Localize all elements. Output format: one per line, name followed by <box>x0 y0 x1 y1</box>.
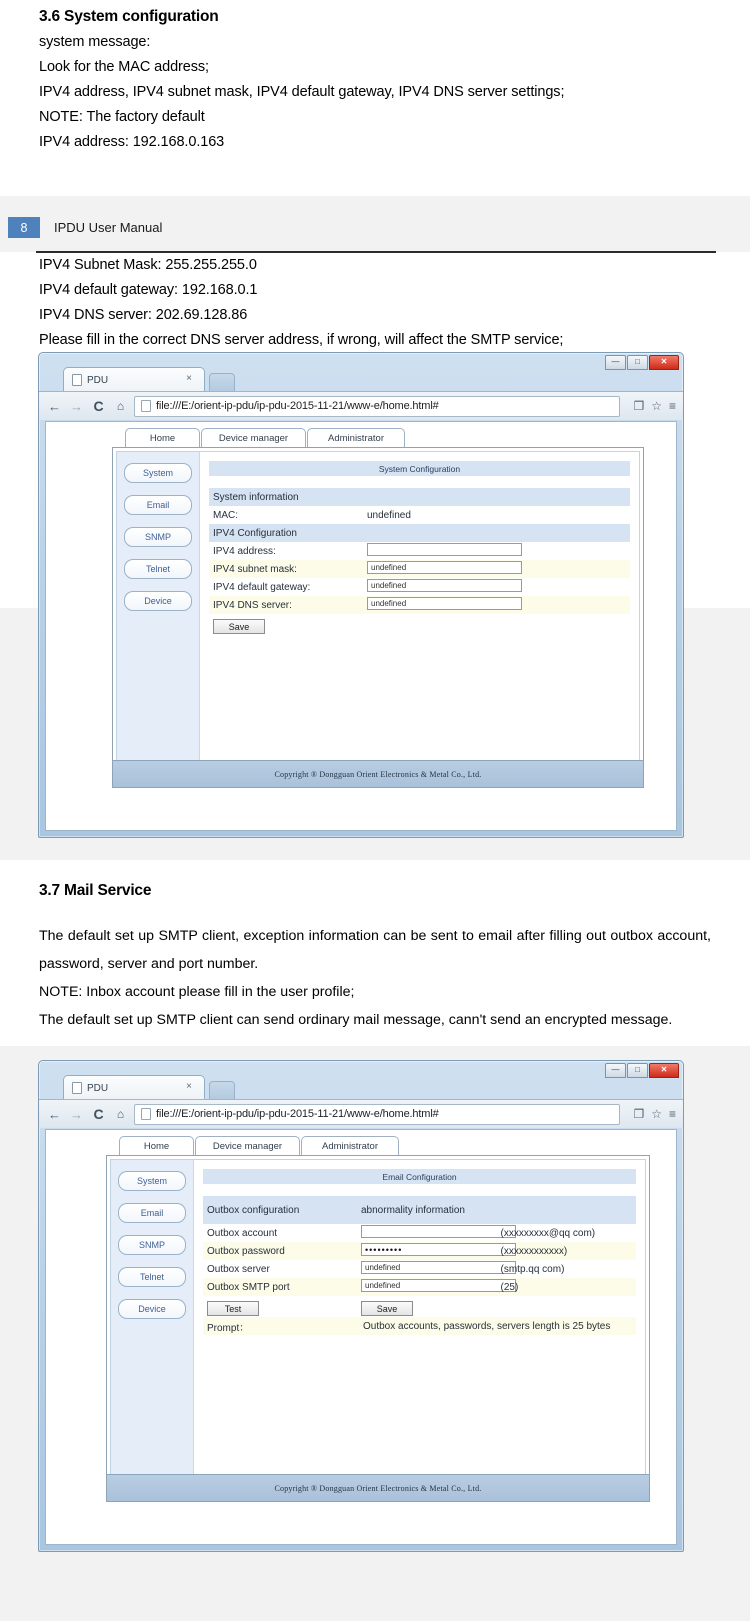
bookmarks-icon[interactable]: ❐ <box>633 399 645 413</box>
close-icon[interactable]: ✕ <box>649 1063 679 1078</box>
row-value <box>363 524 630 542</box>
sidebar-item-email[interactable]: Email <box>124 495 192 515</box>
table-row <box>203 1242 636 1260</box>
app-tab-administrator[interactable]: Administrator <box>307 428 405 449</box>
table-row <box>209 542 630 560</box>
document-icon <box>141 400 151 412</box>
app-footer <box>107 1474 649 1501</box>
row-label: MAC: <box>213 509 238 521</box>
table-row <box>209 524 630 542</box>
system-config-main <box>200 452 639 783</box>
prompt-text: Outbox accounts, passwords, servers length is 25 bytes <box>357 1317 636 1335</box>
row-label: Outbox password <box>203 1242 357 1260</box>
row-label: IPV4 address: <box>213 545 276 557</box>
url-text: file:///E:/orient-ip-pdu/ip-pdu-2015-11-21/www-e/home.html# <box>156 1108 439 1120</box>
save-button[interactable]: Save <box>361 1301 413 1316</box>
app-sidebar <box>117 452 200 783</box>
section-3-6-line-3: NOTE: The factory default <box>39 109 205 125</box>
home-icon[interactable]: ⌂ <box>116 1107 125 1121</box>
maximize-icon[interactable]: □ <box>627 1063 648 1078</box>
toolbar-actions <box>626 399 676 413</box>
bookmarks-icon[interactable]: ❐ <box>633 1107 645 1121</box>
row-label: IPV4 Configuration <box>209 524 363 542</box>
prompt-label: Prompt： <box>203 1317 357 1335</box>
app-sidebar <box>111 1160 194 1497</box>
menu-icon[interactable]: ≡ <box>668 399 676 413</box>
section-3-7-paragraph-2: The default set up SMTP client can send ordinary mail message, cann't send an encrypted message. <box>39 1012 673 1028</box>
sidebar-item-snmp[interactable]: SNMP <box>118 1235 186 1255</box>
outbox-server-hint: (smtp.qq com) <box>500 1263 565 1275</box>
section-3-6-line-4: IPV4 address: 192.168.0.163 <box>39 134 225 150</box>
reload-icon[interactable]: C <box>93 398 104 414</box>
pdu-web-app <box>46 1130 676 1544</box>
outbox-smtp-port-input[interactable]: undefined <box>361 1279 516 1292</box>
section-3-7 <box>39 882 711 1034</box>
table-row <box>209 578 630 596</box>
minimize-icon[interactable]: — <box>605 1063 626 1078</box>
browser-toolbar <box>39 1099 683 1128</box>
row-label: Outbox server <box>207 1263 270 1275</box>
mac-value: undefined <box>367 509 411 521</box>
section-3-6-line-1: Look for the MAC address; <box>39 59 209 75</box>
outbox-account-hint: (xxxxxxxxx@qq com) <box>500 1227 596 1239</box>
minimize-icon[interactable]: — <box>605 355 626 370</box>
table-row <box>209 506 630 524</box>
url-text: file:///E:/orient-ip-pdu/ip-pdu-2015-11-21/www-e/home.html# <box>156 400 439 412</box>
tab-close-icon[interactable]: × <box>186 373 192 384</box>
app-footer <box>113 760 643 787</box>
ipv4-subnet-mask-input[interactable]: undefined <box>367 561 522 574</box>
row-label: Outbox SMTP port <box>203 1278 357 1296</box>
table-row <box>203 1224 636 1242</box>
pdu-web-app <box>46 422 676 830</box>
row-label: IPV4 subnet mask: <box>209 560 363 578</box>
app-tab-administrator[interactable]: Administrator <box>301 1136 399 1157</box>
section-3-6-heading: 3.6 System configuration <box>39 8 219 25</box>
sidebar-item-device[interactable]: Device <box>118 1299 186 1319</box>
table-row <box>203 1196 636 1224</box>
maximize-icon[interactable]: □ <box>627 355 648 370</box>
ipv4-line-1: IPV4 default gateway: 192.168.0.1 <box>39 282 258 298</box>
table-row <box>203 1278 636 1296</box>
sidebar-item-telnet[interactable]: Telnet <box>124 559 192 579</box>
forward-icon[interactable]: → <box>70 398 83 414</box>
browser-toolbar <box>39 391 683 420</box>
tab-close-icon[interactable]: × <box>186 1081 192 1092</box>
app-tab-device-manager[interactable]: Device manager <box>195 1136 300 1157</box>
section-3-6-line-2: IPV4 address, IPV4 subnet mask, IPV4 default gateway, IPV4 DNS server settings; <box>39 84 565 100</box>
star-icon[interactable]: ☆ <box>651 399 662 413</box>
app-content-inner <box>116 451 640 784</box>
reload-icon[interactable]: C <box>93 1106 104 1122</box>
browser-viewport <box>45 421 677 831</box>
sidebar-item-email[interactable]: Email <box>118 1203 186 1223</box>
document-icon <box>141 1108 151 1120</box>
outbox-configuration-value: abnormality information <box>357 1196 636 1224</box>
page-icon <box>72 374 82 386</box>
section-3-6 <box>39 8 719 155</box>
outbox-server-input[interactable]: undefined <box>361 1261 516 1274</box>
app-tab-bar <box>46 1136 676 1156</box>
email-config-panel-title: Email Configuration <box>203 1169 636 1184</box>
back-icon[interactable]: ← <box>48 1106 61 1122</box>
browser-tab[interactable] <box>63 367 205 392</box>
app-tab-bar <box>46 428 676 448</box>
sidebar-item-system[interactable]: System <box>124 463 192 483</box>
address-bar[interactable] <box>134 1104 620 1125</box>
home-icon[interactable]: ⌂ <box>116 399 125 413</box>
ipv4-line-0: IPV4 Subnet Mask: 255.255.255.0 <box>39 257 257 273</box>
outbox-password-input[interactable]: ••••••••• <box>361 1243 516 1256</box>
app-content-shell <box>106 1155 650 1502</box>
outbox-configuration-label: Outbox configuration <box>203 1196 357 1224</box>
app-content-inner <box>110 1159 646 1498</box>
table-row <box>209 614 630 635</box>
table-row <box>203 1260 636 1278</box>
system-config-table <box>209 488 630 635</box>
app-tab-device-manager[interactable]: Device manager <box>201 428 306 449</box>
close-icon[interactable]: ✕ <box>649 355 679 370</box>
row-label: IPV4 DNS server: <box>209 596 363 614</box>
ipv4-line-2: IPV4 DNS server: 202.69.128.86 <box>39 307 248 323</box>
section-3-6-line-0: system message: <box>39 34 151 50</box>
menu-icon[interactable]: ≡ <box>668 1107 676 1121</box>
outbox-smtp-port-hint: (25) <box>497 1278 637 1296</box>
section-3-7-heading: 3.7 Mail Service <box>39 882 152 899</box>
browser-tab-title: PDU <box>87 374 109 386</box>
section-3-7-paragraph-0: The default set up SMTP client, exception information can be sent to email after filling out outbox account, password, server and port number. <box>39 928 711 972</box>
section-3-7-paragraph-1: NOTE: Inbox account please fill in the user profile; <box>39 984 355 1000</box>
app-tab-home[interactable]: Home <box>119 1136 194 1157</box>
email-config-table <box>203 1196 636 1335</box>
table-row <box>209 596 630 614</box>
row-label: IPV4 default gateway: <box>213 581 311 593</box>
browser-tab-title: PDU <box>87 1082 109 1094</box>
ipv4-dns-input[interactable]: undefined <box>367 597 522 610</box>
address-bar[interactable] <box>134 396 620 417</box>
table-row <box>209 560 630 578</box>
browser-window-email-config <box>38 1060 684 1552</box>
copyright-text: Copyright ® Dongguan Orient Electronics & Metal Co., Ltd. <box>274 769 482 779</box>
ipv4-gateway-input[interactable]: undefined <box>367 579 522 592</box>
toolbar-actions <box>626 1107 676 1121</box>
ipv4-line-3: Please fill in the correct DNS server address, if wrong, will affect the SMTP service; <box>39 332 564 348</box>
sidebar-item-device[interactable]: Device <box>124 591 192 611</box>
ipv4-address-input[interactable] <box>367 543 522 556</box>
app-tab-home[interactable]: Home <box>125 428 200 449</box>
app-content-shell <box>112 447 644 788</box>
outbox-account-input[interactable] <box>361 1225 516 1238</box>
sidebar-item-snmp[interactable]: SNMP <box>124 527 192 547</box>
sidebar-item-system[interactable]: System <box>118 1171 186 1191</box>
row-label: System information <box>209 488 363 506</box>
copyright-text: Copyright ® Dongguan Orient Electronics & Metal Co., Ltd. <box>274 1483 482 1493</box>
browser-tabstrip <box>39 367 683 391</box>
browser-tab[interactable] <box>63 1075 205 1100</box>
browser-window-system-config <box>38 352 684 838</box>
table-row <box>203 1296 636 1317</box>
page-icon <box>72 1082 82 1094</box>
manual-title: IPDU User Manual <box>54 220 163 235</box>
section-ipv4-defaults <box>39 253 729 353</box>
outbox-password-hint: (xxxxxxxxxxxx) <box>497 1242 637 1260</box>
system-config-panel-title: System Configuration <box>209 461 630 476</box>
new-tab-button[interactable] <box>209 373 235 393</box>
row-label: Outbox account <box>207 1227 278 1239</box>
browser-viewport <box>45 1129 677 1545</box>
sidebar-item-telnet[interactable]: Telnet <box>118 1267 186 1287</box>
star-icon[interactable]: ☆ <box>651 1107 662 1121</box>
row-value <box>363 488 630 506</box>
browser-tabstrip <box>39 1075 683 1099</box>
forward-icon[interactable]: → <box>70 1106 83 1122</box>
table-row <box>203 1317 636 1335</box>
new-tab-button[interactable] <box>209 1081 235 1101</box>
test-button[interactable]: Test <box>207 1301 259 1316</box>
running-header <box>8 217 162 238</box>
table-row <box>209 488 630 506</box>
save-button[interactable]: Save <box>213 619 265 634</box>
email-config-main <box>194 1160 645 1497</box>
page-number: 8 <box>8 217 40 238</box>
back-icon[interactable]: ← <box>48 398 61 414</box>
